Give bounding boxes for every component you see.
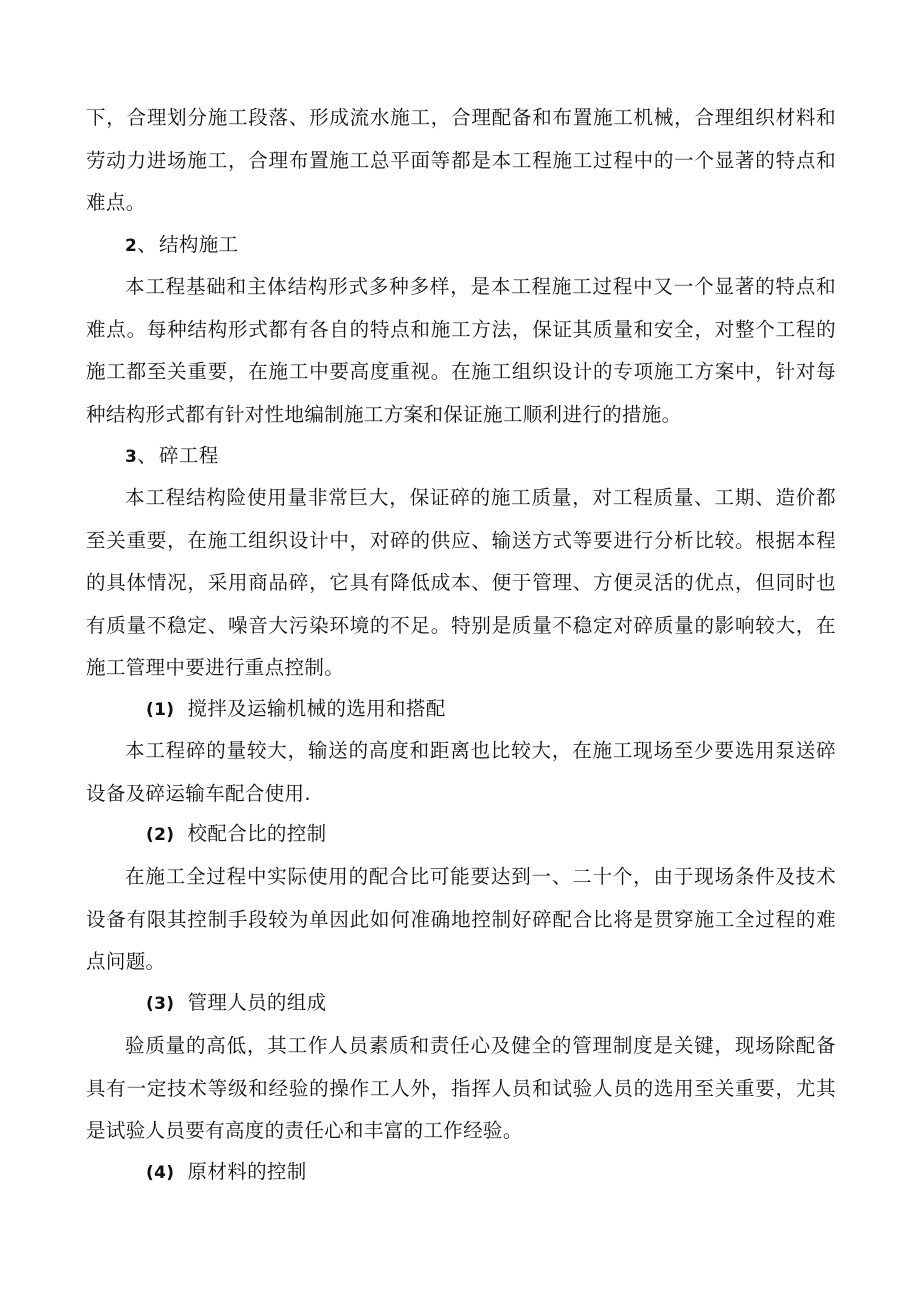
document-page — [86, 0, 836, 1301]
section-number: 2 — [125, 236, 138, 256]
subsection-heading-3 — [146, 982, 326, 1026]
section-heading-3 — [125, 435, 219, 479]
section-number: 3 — [125, 447, 138, 467]
continuation-paragraph: 下，合理划分施工段落、形成流水施工，合理配备和布置施工机械，合理组织材料和劳动力进场施工，合理布置施工总平面等都是本工程施工过程中的一个显著的特点和难点。 — [86, 106, 836, 214]
subsection-number: (4) — [146, 1163, 175, 1183]
subsection-title: 原材料的控制 — [187, 1160, 307, 1183]
section-body-2: 本工程基础和主体结构形式多种多样，是本工程施工过程中又一个显著的特点和难点。每种结构形式都有各自的特点和施工方法，保证其质量和安全，对整个工程的施工都至关重要，在施工中要高度重视。在施工组织设计的专项施工方案中，针对每种结构形式都有针对性地编制施工方案和保证施工顺利进行的措施。 — [86, 275, 836, 426]
section-separator: 、 — [137, 233, 158, 256]
section-title: 结构施工 — [159, 233, 239, 256]
subsection-title: 管理人员的组成 — [187, 991, 327, 1014]
section-heading-2 — [125, 224, 238, 268]
subsection-title: 校配合比的控制 — [187, 822, 327, 845]
subsection-heading-1 — [146, 688, 446, 732]
subsection-heading-4 — [146, 1151, 307, 1195]
subsection-heading-2 — [146, 813, 326, 857]
subsection-body-3: 验质量的高低，其工作人员素质和责任心及健全的管理制度是关键，现场除配备具有一定技术等级和经验的操作工人外，指挥人员和试验人员的选用至关重要，尤其是试验人员要有高度的责任心和丰富的工作经验。 — [86, 1034, 836, 1142]
section-title: 碎工程 — [159, 444, 219, 467]
subsection-number: (1) — [146, 700, 175, 720]
section-body-3: 本工程结构险使用量非常巨大，保证碎的施工质量，对工程质量、工期、造价都至关重要，在施工组织设计中，对碎的供应、输送方式等要进行分析比较。根据本程的具体情况，采用商品碎，它具有降低成本、便于管理、方便灵活的优点，但同时也有质量不稳定、噪音大污染环境的不足。特别是质量不稳定对碎质量的影响较大，在施工管理中要进行重点控制。 — [86, 486, 836, 679]
subsection-title: 搅拌及运输机械的选用和搭配 — [187, 697, 446, 720]
subsection-body-1: 本工程碎的量较大，输送的高度和距离也比较大，在施工现场至少要选用泵送碎设备及碎运输车配合使用. — [86, 739, 836, 805]
section-separator: 、 — [137, 444, 158, 467]
subsection-number: (3) — [146, 994, 175, 1014]
subsection-number: (2) — [146, 825, 175, 845]
subsection-body-2: 在施工全过程中实际使用的配合比可能要达到一、二十个，由于现场条件及技术设备有限其控制手段较为单因此如何准确地控制好碎配合比将是贯穿施工全过程的难点问题。 — [86, 865, 836, 973]
